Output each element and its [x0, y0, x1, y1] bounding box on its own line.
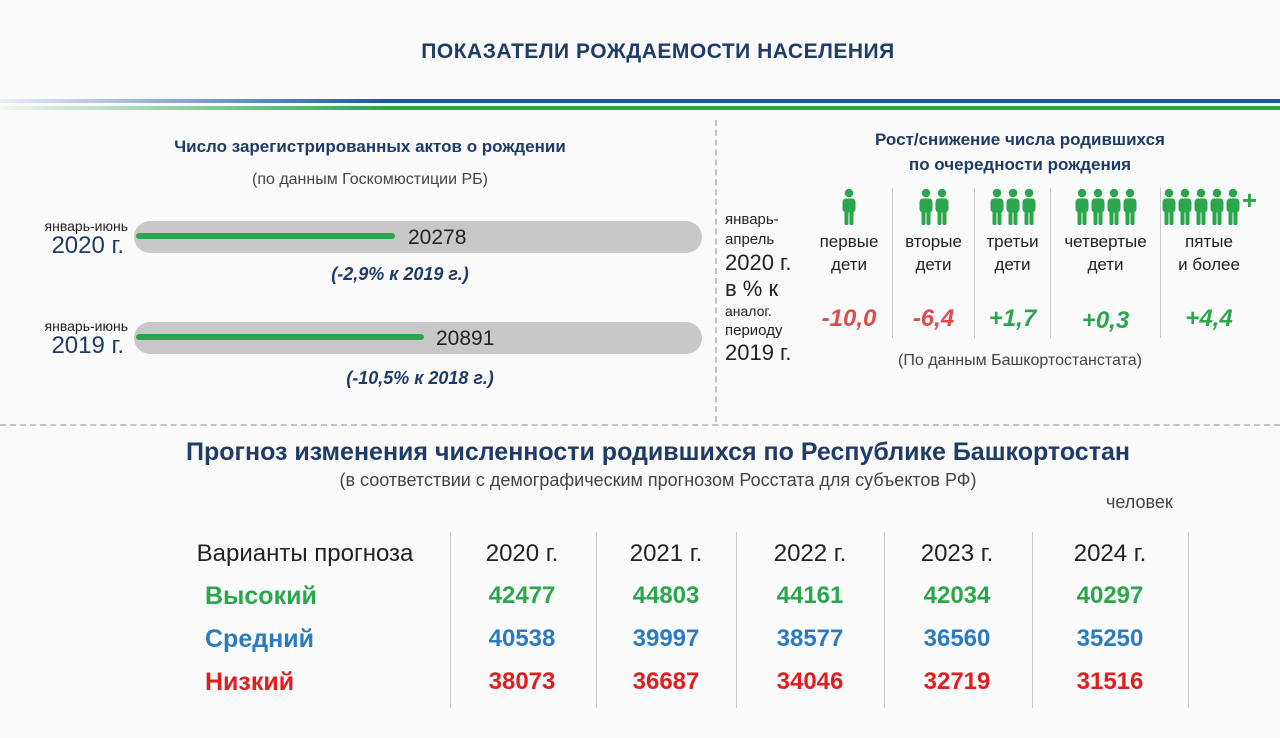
table-cell: 38577	[776, 625, 844, 652]
bar1-value: 20278	[408, 226, 467, 249]
variant-name: Средний	[205, 625, 314, 653]
table-cell: 39997	[632, 625, 700, 652]
birth-order-heading-line2: по очередности рождения	[908, 155, 1132, 174]
table-cell: 32719	[923, 668, 991, 695]
variant-header: Варианты прогноза	[196, 540, 414, 567]
table-col-divider	[736, 532, 737, 708]
bar1-fill	[136, 233, 395, 239]
order-icons-1	[806, 188, 892, 226]
order-value-1: -10,0	[821, 305, 877, 332]
order-icons-5	[1161, 185, 1258, 226]
header-stripe-green	[0, 106, 1280, 110]
order-label-3: третьи дети	[986, 232, 1039, 274]
table-cell: 36560	[923, 625, 991, 652]
order-icons-2	[893, 188, 974, 226]
forecast-unit: человек	[1106, 492, 1173, 512]
bar1-period-big: 2020 г.	[51, 232, 124, 259]
order-label-5: пятые и более	[1178, 232, 1240, 274]
person-icon	[1090, 188, 1106, 226]
period-label-l1: январь-	[725, 211, 779, 228]
person-icon	[989, 188, 1005, 226]
person-icon	[1225, 188, 1241, 226]
variant-name: Высокий	[205, 582, 317, 610]
table-col-divider	[1188, 532, 1189, 708]
order-icons-4	[1051, 188, 1160, 226]
header-stripe-blue	[0, 99, 1280, 103]
person-icon	[934, 188, 950, 226]
year-header: 2022 г.	[773, 540, 847, 567]
bar2-period-small: январь-июнь	[44, 318, 128, 334]
person-icon	[918, 188, 934, 226]
period-label-l6: периоду	[725, 322, 783, 339]
person-icon	[841, 188, 857, 226]
order-label-4: четвертые дети	[1064, 232, 1147, 274]
person-icon	[1193, 188, 1209, 226]
bar2-fill	[136, 334, 424, 340]
person-icon	[1177, 188, 1193, 226]
table-cell: 42034	[923, 582, 991, 609]
page-title: ПОКАЗАТЕЛИ РОЖДАЕМОСТИ НАСЕЛЕНИЯ	[421, 40, 895, 63]
table-cell: 40297	[1076, 582, 1144, 609]
birth-order-heading-line1: Рост/снижение числа родившихся	[875, 130, 1165, 149]
table-cell: 40538	[488, 625, 556, 652]
person-icon	[1161, 188, 1177, 226]
year-header: 2021 г.	[629, 540, 703, 567]
period-label-l4: в % к	[725, 276, 779, 301]
period-label-l3: 2020 г.	[725, 250, 792, 275]
bar2-value: 20891	[436, 327, 495, 350]
plus-sign: +	[1241, 185, 1258, 215]
table-cell: 42477	[488, 582, 556, 609]
table-col-divider	[1032, 532, 1033, 708]
table-cell: 44161	[776, 582, 844, 609]
forecast-title: Прогноз изменения численности родившихся по Республике Башкортостан	[186, 438, 1130, 466]
person-icon	[1122, 188, 1138, 226]
order-value-2: -6,4	[912, 305, 955, 332]
registrations-heading: Число зарегистрированных актов о рождении	[174, 137, 566, 156]
order-value-3: +1,7	[988, 305, 1037, 332]
year-header: 2020 г.	[485, 540, 559, 567]
year-header: 2024 г.	[1073, 540, 1147, 567]
horizontal-divider	[0, 424, 1280, 426]
bar2-note: (-10,5% к 2018 г.)	[346, 368, 494, 388]
person-icon	[1106, 188, 1122, 226]
bar1-note: (-2,9% к 2019 г.)	[331, 264, 469, 284]
birth-order-heading	[780, 127, 1260, 177]
table-cell: 36687	[632, 668, 700, 695]
order-value-4: +0,3	[1081, 307, 1130, 334]
bar2-period-big: 2019 г.	[51, 332, 124, 359]
period-label	[725, 210, 792, 366]
period-label-l7: 2019 г.	[725, 340, 792, 365]
period-label-l2: апрель	[725, 231, 775, 248]
table-col-divider	[884, 532, 885, 708]
birth-order-source: (По данным Башкортостанстата)	[898, 352, 1142, 369]
person-icon	[1021, 188, 1037, 226]
period-label-l5: аналог.	[725, 303, 772, 319]
order-label-2: вторые дети	[905, 232, 962, 274]
forecast-subtitle: (в соответствии с демографическим прогнозом Росстата для субъектов РФ)	[339, 470, 977, 490]
table-cell: 38073	[488, 668, 556, 695]
registrations-source: (по данным Госкомюстиции РБ)	[251, 171, 488, 188]
table-col-divider	[450, 532, 451, 708]
order-value-5: +4,4	[1185, 305, 1233, 332]
person-icon	[1209, 188, 1225, 226]
table-cell: 31516	[1076, 668, 1144, 695]
vertical-divider	[715, 120, 717, 422]
variant-name: Низкий	[205, 668, 295, 696]
table-cell: 34046	[776, 668, 844, 695]
bar1-period-small: январь-июнь	[44, 218, 128, 234]
person-icon	[1005, 188, 1021, 226]
year-header: 2023 г.	[920, 540, 994, 567]
table-cell: 35250	[1076, 625, 1144, 652]
person-icon	[1074, 188, 1090, 226]
table-cell: 44803	[632, 582, 700, 609]
order-icons-3	[975, 188, 1050, 226]
order-label-1: первые дети	[819, 232, 879, 274]
